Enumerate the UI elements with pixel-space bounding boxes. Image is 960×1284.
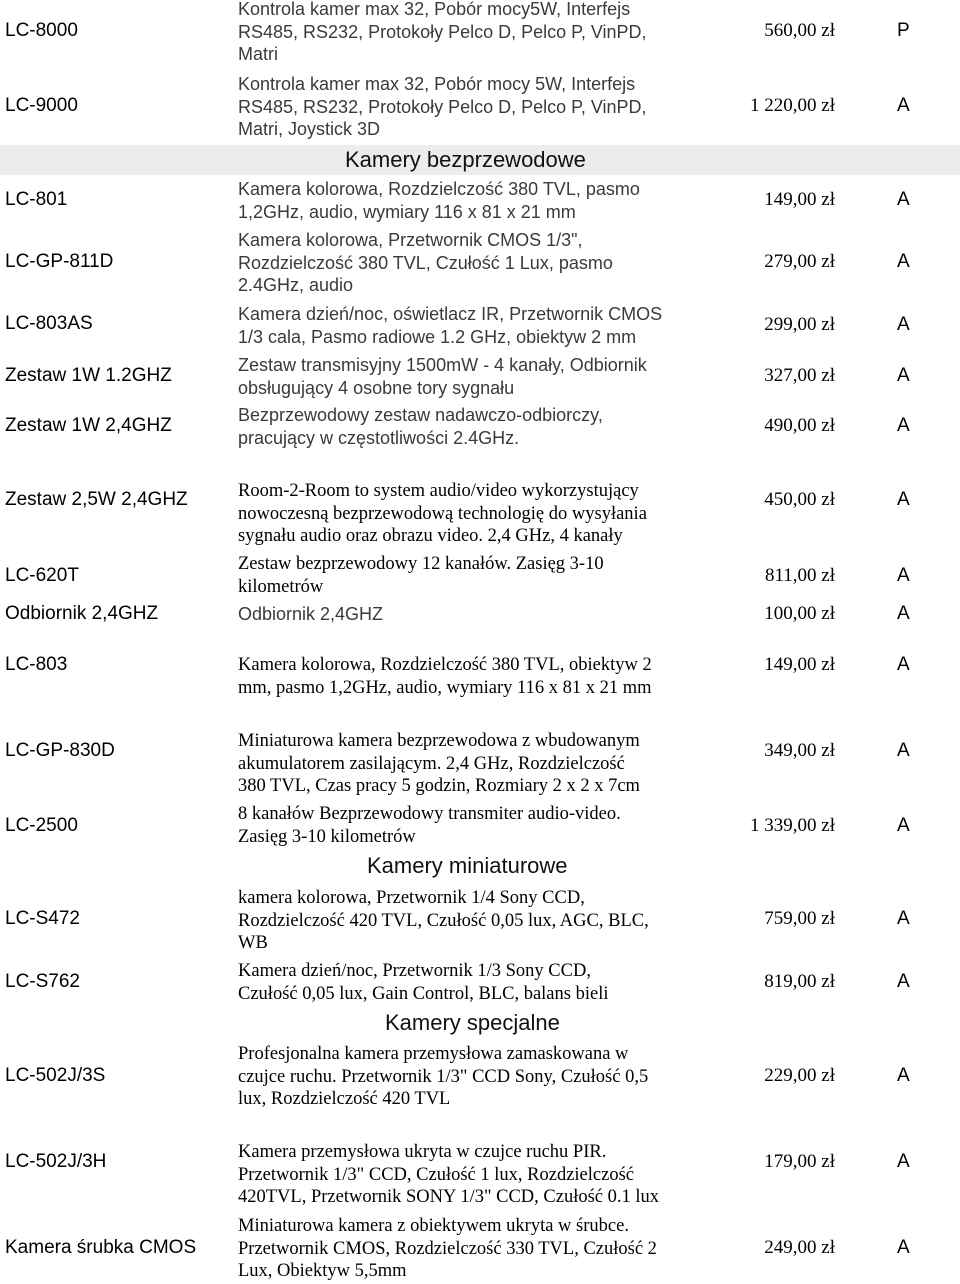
product-code: LC-GP-811D — [5, 251, 114, 272]
availability-code: A — [897, 415, 910, 436]
product-price: 490,00 zł — [764, 415, 835, 436]
product-description: Profesjonalna kamera przemysłowa zamaskowana w czujce ruchu. Przetwornik 1/3" CCD Sony, Czułość 0,5 lux, Rozdzielczość 420 TVL — [238, 1044, 649, 1109]
product-price: 1 220,00 zł — [750, 95, 835, 116]
product-description: Kamera dzień/noc, oświetlacz IR, Przetwornik CMOS 1/3 cala, Pasmo radiowe 1.2 GHz, obiektyw 2 mm — [238, 304, 663, 347]
product-price: 349,00 zł — [764, 740, 835, 761]
product-price: 249,00 zł — [764, 1237, 835, 1258]
product-price: 1 339,00 zł — [750, 815, 835, 836]
product-description: Room-2-Room to system audio/video wykorzystujący nowoczesną bezprzewodową technologię do wysyłania sygnału audio oraz obrazu video. 2,4 GHz, 4 kanały — [238, 481, 647, 546]
product-price: 149,00 zł — [764, 654, 835, 675]
product-code: LC-803 — [5, 654, 68, 675]
product-code: LC-502J/3H — [5, 1151, 107, 1172]
product-description: Miniaturowa kamera z obiektywem ukryta w śrubce. Przetwornik CMOS, Rozdzielczość 330 TVL, Czułość 2 Lux, Obiektyw 5,5mm — [238, 1216, 657, 1281]
product-description: Kamera przemysłowa ukryta w czujce ruchu PIR. Przetwornik 1/3" CCD, Czułość 1 lux, Rozdzielczość 420TVL, Przetwornik SONY 1/3" CCD, Czułość 0.1 lux — [238, 1142, 660, 1207]
product-code: LC-S472 — [5, 908, 80, 929]
product-code: LC-803AS — [5, 313, 93, 334]
product-price: 819,00 zł — [764, 971, 835, 992]
availability-code: A — [897, 603, 910, 624]
product-code: LC-502J/3S — [5, 1065, 106, 1086]
product-description: Bezprzewodowy zestaw nadawczo-odbiorczy, pracujący w częstotliwości 2.4GHz. — [238, 405, 603, 448]
product-code: Zestaw 1W 1.2GHZ — [5, 365, 172, 386]
product-price: 299,00 zł — [764, 314, 835, 335]
availability-code: A — [897, 1237, 910, 1258]
product-description: Zestaw bezprzewodowy 12 kanałów. Zasięg 3-10 kilometrów — [238, 554, 604, 597]
availability-code: A — [897, 95, 910, 116]
section-heading-wireless: Kamery bezprzewodowe — [345, 147, 586, 172]
product-description: Kontrola kamer max 32, Pobór mocy 5W, Interfejs RS485, RS232, Protokoły Pelco D, Pelco P, VinPD, Matri, Joystick 3D — [238, 74, 647, 139]
availability-code: A — [897, 489, 910, 510]
product-price: 100,00 zł — [764, 603, 835, 624]
product-price: 759,00 zł — [764, 908, 835, 929]
product-price: 327,00 zł — [764, 365, 835, 386]
product-description: 8 kanałów Bezprzewodowy transmiter audio-video. Zasięg 3-10 kilometrów — [238, 804, 621, 847]
product-price: 450,00 zł — [764, 489, 835, 510]
product-code: LC-GP-830D — [5, 740, 115, 761]
availability-code: A — [897, 654, 910, 675]
availability-code: A — [897, 815, 910, 836]
product-price: 179,00 zł — [764, 1151, 835, 1172]
product-price: 560,00 zł — [764, 20, 835, 41]
availability-code: P — [897, 20, 910, 41]
availability-code: A — [897, 908, 910, 929]
product-price: 149,00 zł — [764, 189, 835, 210]
section-heading-special: Kamery specjalne — [385, 1010, 560, 1035]
product-code: Zestaw 2,5W 2,4GHZ — [5, 489, 188, 510]
product-description: Kamera dzień/noc, Przetwornik 1/3 Sony CCD, Czułość 0,05 lux, Gain Control, BLC, balans bieli — [238, 961, 609, 1004]
availability-code: A — [897, 971, 910, 992]
availability-code: A — [897, 1151, 910, 1172]
section-heading-miniature: Kamery miniaturowe — [367, 853, 568, 878]
product-description: Zestaw transmisyjny 1500mW - 4 kanały, Odbiornik obsługujący 4 osobne tory sygnału — [238, 355, 647, 398]
availability-code: A — [897, 365, 910, 386]
product-description: Odbiornik 2,4GHZ — [238, 604, 384, 624]
product-code: LC-2500 — [5, 815, 78, 836]
product-description: Kamera kolorowa, Rozdzielczość 380 TVL, obiektyw 2 mm, pasmo 1,2GHz, audio, wymiary 116 x 81 x 21 mm — [238, 655, 652, 698]
product-price: 811,00 zł — [764, 565, 835, 586]
availability-code: A — [897, 1065, 910, 1086]
availability-code: A — [897, 251, 910, 272]
product-description: kamera kolorowa, Przetwornik 1/4 Sony CCD, Rozdzielczość 420 TVL, Czułość 0,05 lux, AGC, BLC, WB — [238, 888, 649, 953]
product-code: LC-8000 — [5, 20, 78, 41]
product-code: LC-620T — [5, 565, 79, 586]
product-code: Odbiornik 2,4GHZ — [5, 603, 159, 624]
product-description: Miniaturowa kamera bezprzewodowa z wbudowanym akumulatorem zasilającym. 2,4 GHz, Rozdzielczość 380 TVL, Czas pracy 5 godzin, Rozmiary 2 x 2 x 7cm — [238, 731, 640, 796]
availability-code: A — [897, 189, 910, 210]
product-code: Kamera śrubka CMOS — [5, 1237, 197, 1258]
availability-code: A — [897, 740, 910, 761]
product-description: Kamera kolorowa, Rozdzielczość 380 TVL, pasmo 1,2GHz, audio, wymiary 116 x 81 x 21 mm — [238, 179, 640, 222]
product-price: 279,00 zł — [764, 251, 835, 272]
product-price: 229,00 zł — [764, 1065, 835, 1086]
product-description: Kontrola kamer max 32, Pobór mocy5W, Interfejs RS485, RS232, Protokoły Pelco D, Pelco P, VinPD, Matri — [238, 0, 647, 64]
product-description: Kamera kolorowa, Przetwornik CMOS 1/3", Rozdzielczość 380 TVL, Czułość 1 Lux, pasmo 2.4GHz, audio — [238, 230, 613, 295]
availability-code: A — [897, 314, 910, 335]
product-code: LC-S762 — [5, 971, 80, 992]
product-code: LC-801 — [5, 189, 68, 210]
product-code: LC-9000 — [5, 95, 78, 116]
product-code: Zestaw 1W 2,4GHZ — [5, 415, 172, 436]
availability-code: A — [897, 565, 910, 586]
